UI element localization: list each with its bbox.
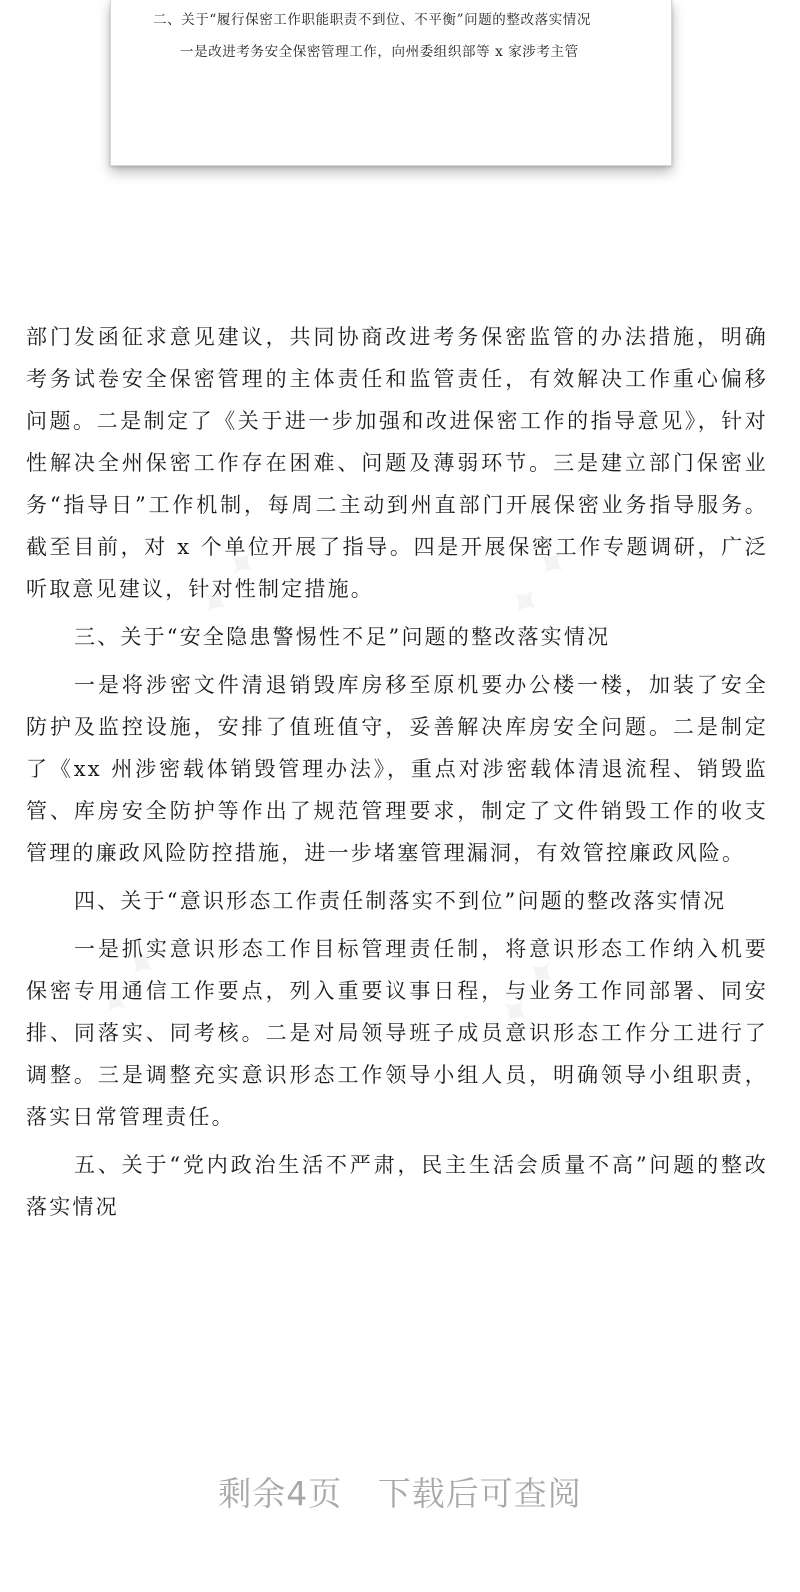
document-body xyxy=(26,316,768,1234)
preview-card xyxy=(110,0,672,166)
paragraph-3: 一是将涉密文件清退销毁库房移至原机要办公楼一楼，加装了安全防护及监控设施，安排了值班值守，妥善解决库房安全问题。二是制定了《xx 州涉密载体销毁管理办法》，重点对涉密载体清退流程、销毁监管、库房安全防护等作出了规范管理要求，制定了文件销毁工作的收支管理的廉政风险防控措施，进一步堵塞管理漏洞，有效管控廉政风险。 xyxy=(26,673,768,865)
section-heading-4: 四、关于“意识形态工作责任制落实不到位”问题的整改落实情况 xyxy=(74,889,727,913)
section-heading-3: 三、关于“安全隐患警惕性不足”问题的整改落实情况 xyxy=(74,625,611,649)
paragraph-1: 部门发函征求意见建议，共同协商改进考务保密监管的办法措施，明确考务试卷安全保密管理的主体责任和监管责任，有效解决工作重心偏移问题。二是制定了《关于进一步加强和改进保密工作的指导意见》，针对性解决全州保密工作存在困难、问题及薄弱环节。三是建立部门保密业务“指导日”工作机制，每周二主动到州直部门开展保密业务指导服务。截至目前，对 x 个单位开展了指导。四是开展保密工作专题调研，广泛听取意见建议，针对性制定措施。 xyxy=(26,325,768,601)
download-prompt[interactable] xyxy=(0,1466,800,1522)
section-heading-5: 五、关于“党内政治生活不严肃，民主生活会质量不高”问题的整改落实情况 xyxy=(26,1153,768,1219)
download-to-view-label: 下载后可查阅 xyxy=(377,1474,582,1513)
paragraph-4: 一是抓实意识形态工作目标管理责任制，将意识形态工作纳入机要保密专用通信工作要点，列入重要议事日程，与业务工作同部署、同安排、同落实、同考核。二是对局领导班子成员意识形态工作分工进行了调整。三是调整充实意识形态工作领导小组人员，明确领导小组职责，落实日常管理责任。 xyxy=(26,937,768,1129)
preview-paragraph: 一是改进考务安全保密管理工作，向州委组织部等 x 家涉考主管 xyxy=(180,44,579,60)
preview-heading: 二、关于“履行保密工作职能职责不到位、不平衡”问题的整改落实情况 xyxy=(153,12,592,28)
remaining-pages-label: 剩余4页 xyxy=(218,1474,343,1513)
